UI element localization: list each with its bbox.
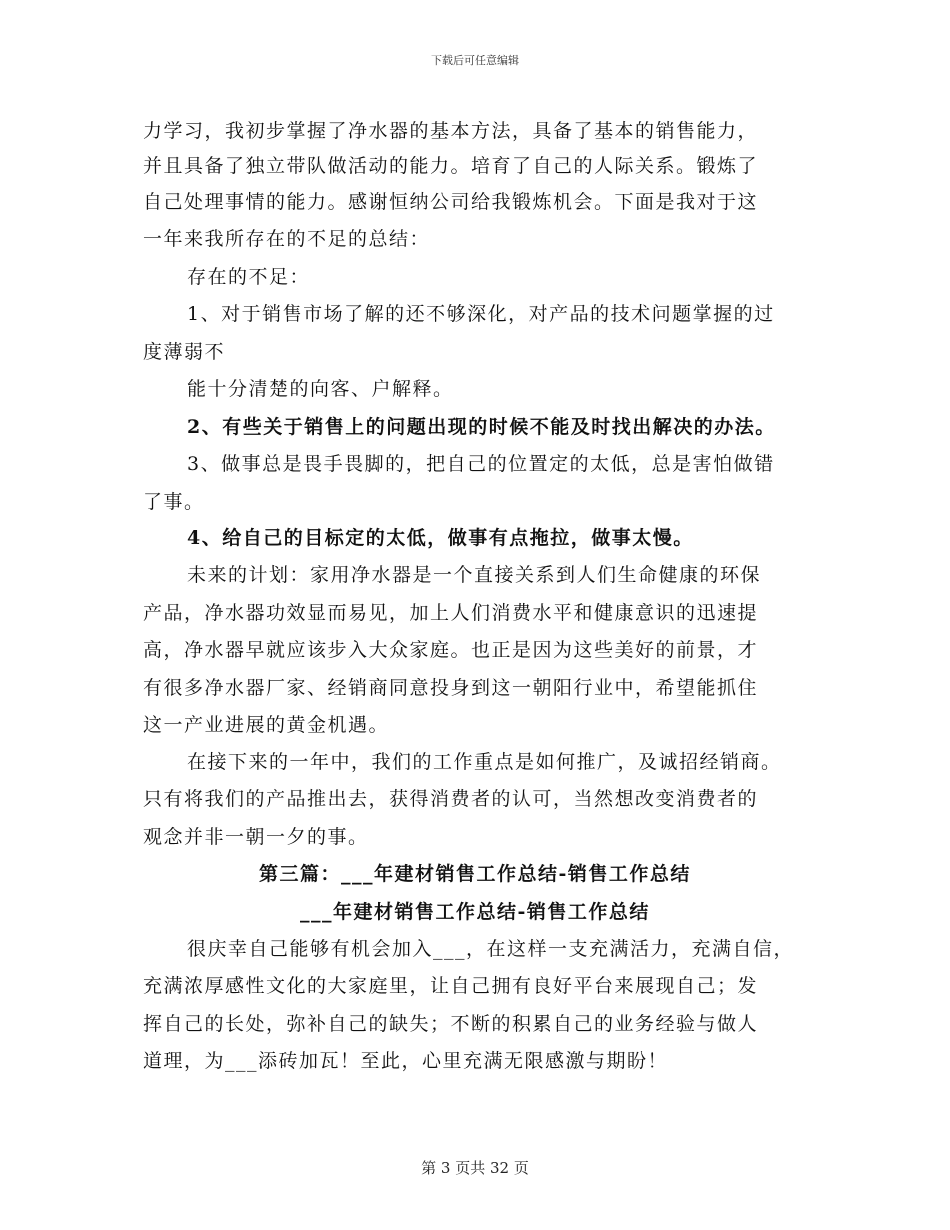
text-line: 高，净水器早就应该步入大众家庭。也正是因为这些美好的前景，才 — [143, 639, 759, 661]
text-line: 产品，净水器功效显而易见，加上人们消费水平和健康意识的迅速提 — [143, 602, 759, 624]
page-number-footer: 第 3 页共 32 页 — [421, 1159, 529, 1177]
text-line: 并且具备了独立带队做活动的能力。培育了自己的人际关系。锻炼了 — [143, 155, 759, 177]
text-line: 力学习，我初步掌握了净水器的基本方法，具备了基本的销售能力， — [143, 120, 759, 142]
bold-text-line: 2、有些关于销售上的问题出现的时候不能及时找出解决的办法。 — [187, 416, 776, 438]
text-line: 观念并非一朝一夕的事。 — [143, 826, 369, 848]
text-line: 有很多净水器厂家、经销商同意投身到这一朝阳行业中，希望能抓住 — [143, 677, 759, 699]
text-line: 了事。 — [143, 491, 205, 513]
page-header: 下载后可任意编辑 — [431, 54, 519, 67]
text-line: 3、做事总是畏手畏脚的，把自己的位置定的太低，总是害怕做错 — [187, 453, 775, 475]
section-subheading: ___年建材销售工作总结-销售工作总结 — [300, 901, 650, 923]
text-line: 挥自己的长处，弥补自己的缺失；不断的积累自己的业务经验与做人 — [143, 1013, 759, 1035]
bold-text-line: 4、给自己的目标定的太低，做事有点拖拉，做事太慢。 — [187, 527, 694, 549]
text-line: 能十分清楚的向客、户解释。 — [187, 378, 454, 400]
text-line: 充满浓厚感性文化的大家庭里，让自己拥有良好平台来展现自己；发 — [143, 975, 759, 997]
text-line: 自己处理事情的能力。感谢恒纳公司给我锻炼机会。下面是我对于这 — [143, 191, 759, 213]
text-line: 一年来我所存在的不足的总结： — [143, 228, 431, 250]
text-line: 度薄弱不 — [143, 341, 226, 363]
text-line: 这一产业进展的黄金机遇。 — [143, 714, 390, 736]
text-line: 存在的不足： — [187, 266, 311, 288]
text-line: 在接下来的一年中，我们的工作重点是如何推广，及诚招经销商。 — [187, 751, 782, 773]
section-heading: 第三篇：___年建材销售工作总结-销售工作总结 — [259, 863, 691, 885]
text-line: 很庆幸自己能够有机会加入___，在这样一支充满活力，充满自信， — [187, 938, 795, 960]
text-line: 未来的计划：家用净水器是一个直接关系到人们生命健康的环保 — [187, 564, 762, 586]
text-line: 只有将我们的产品推出去，获得消费者的认可，当然想改变消费者的 — [143, 788, 759, 810]
text-line: 1、对于销售市场了解的还不够深化，对产品的技术问题掌握的过 — [187, 303, 775, 325]
text-line: 道理，为___添砖加瓦！至此，心里充满无限感激与期盼！ — [143, 1050, 669, 1072]
